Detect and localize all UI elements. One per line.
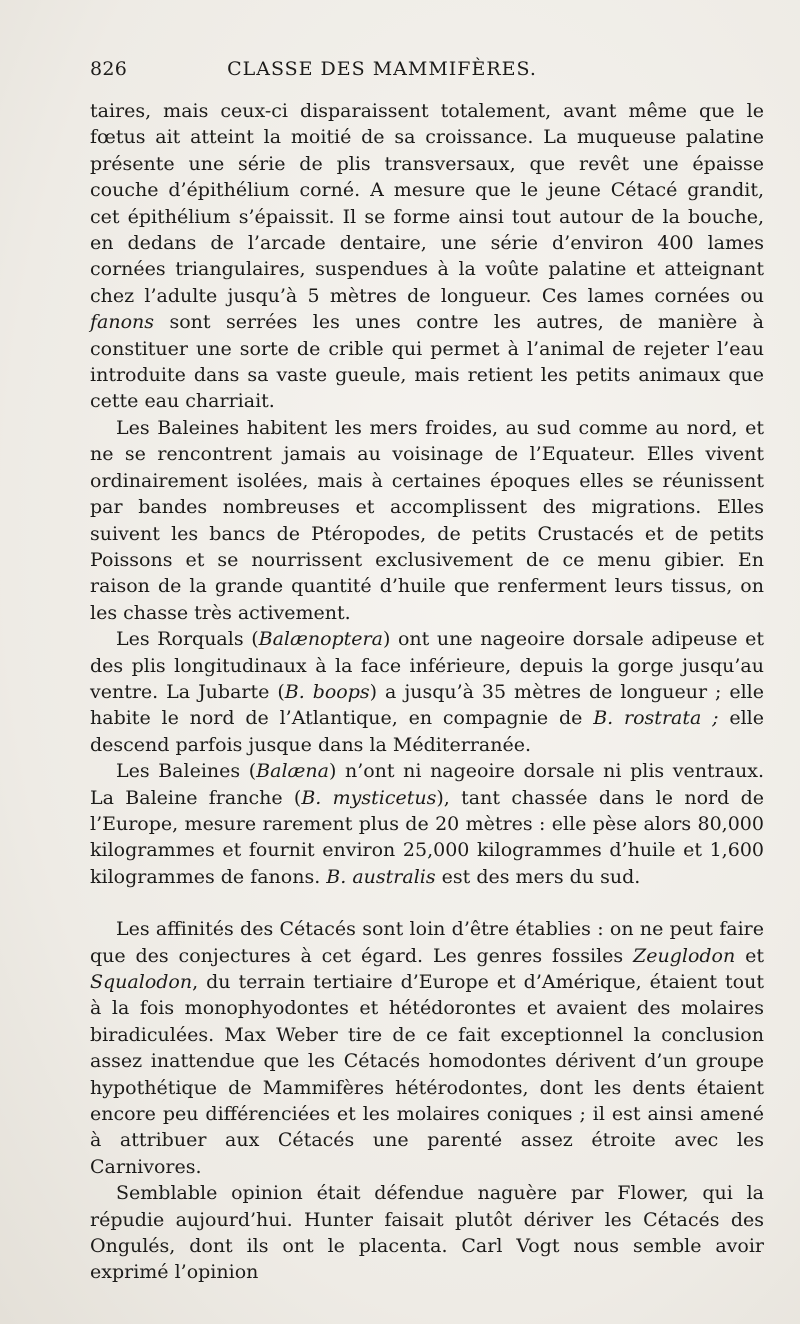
italic-term: B. mysticetus (301, 786, 437, 809)
text-run: Semblable opinion était défendue naguère par Flower, qui la répudie aujourd’hui. Hunter faisait plutôt dériver les Cétacés des Ongulés, dont ils ont le placenta. Carl Vogt nous semble avoir exprimé l’opinion (90, 1182, 764, 1284)
text-run: , du terrain tertiaire d’Europe et d’Amérique, étaient tout à la fois monophyodontes et hétédorontes et avaient des molaires biradiculées. Max Weber tire de ce fait exceptionnel la conclusion assez inattendue que les Cétacés homodontes dérivent d’un groupe hypothétique de Mammifères hétérodontes, dont les dents étaient encore peu différenciées et les molaires coniques ; il est ainsi amené à attribuer aux Cétacés une parenté assez étroite avec les Carnivores. (90, 971, 764, 1178)
text-run: ), tant chassée dans le nord de l’Europe, mesure rarement plus de 20 mètres : elle pèse alors 80,000 kilogrammes et fournit environ 25,000 kilogrammes d’huile et 1,600 kilogrammes de fanons. (90, 786, 764, 888)
text-run: elle descend parfois jusque dans la Méditerranée. (90, 707, 764, 756)
text-run: taires, mais ceux-ci disparaissent totalement, avant même que le fœtus ait atteint la moitié de sa croissance. La muqueuse palatine présente une série de plis transversaux, que revêt une épaisse couche d’épithélium corné. A mesure que le jeune Cétacé grandit, cet épithélium s’épaissit. Il se forme ainsi tout autour de la bouche, en dedans de l’arcade dentaire, une série d’environ 400 lames cornées triangulaires, suspendues à la voûte palatine et atteignant chez l’adulte jusqu’à 5 mètres de longueur. Ces lames cornées ou (90, 100, 764, 307)
section-break (90, 890, 764, 916)
italic-term: Squalodon (90, 971, 193, 993)
italic-term: fanons (90, 311, 155, 334)
italic-term: Balænoptera (258, 628, 383, 651)
paragraph (90, 1180, 764, 1286)
text-run: Les Rorquals ( (116, 628, 259, 651)
italic-term: B. australis (326, 865, 436, 888)
paragraph (90, 758, 764, 890)
paragraph (90, 916, 764, 1180)
paragraph (90, 98, 764, 415)
text-run: et (735, 944, 764, 967)
running-head (90, 58, 764, 98)
text-run: sont serrées les unes contre les autres, de manière à constituer une sorte de crible qui permet à l’animal de rejeter l’eau introduite dans sa vaste gueule, mais retient les petits animaux que cette eau charriait. (90, 311, 764, 413)
text-run: ) ont une nageoire dorsale adipeuse et des plis longitudinaux à la face inférieure, depuis la gorge jusqu’au ventre. La Jubarte ( (90, 628, 764, 703)
italic-term: B. boops (284, 680, 370, 703)
text-run: Les affinités des Cétacés sont loin d’être établies : on ne peut faire que des conjectures à cet égard. Les genres fossiles (90, 918, 764, 967)
text-run: Les Baleines ( (116, 760, 257, 783)
italic-term: Balæna (256, 760, 329, 783)
text-run: est des mers du sud. (435, 865, 641, 888)
paragraph (90, 415, 764, 626)
italic-term: Zeuglodon (633, 944, 736, 967)
running-title: CLASSE DES MAMMIFÈRES. (227, 58, 537, 80)
text-run: ) n’ont ni nageoire dorsale ni plis ventraux. La Baleine franche ( (90, 760, 764, 809)
italic-term: B. rostrata ; (593, 707, 719, 730)
text-run: Les Baleines habitent les mers froides, au sud comme au nord, et ne se rencontrent jamais au voisinage de l’Equateur. Elles vivent ordinairement isolées, mais à certaines époques elles se réunissent par bandes nombreuses et accomplissent des migrations. Elles suivent les bancs de Ptéropodes, de petits Crustacés et de petits Poissons et se nourrissent exclusivement de ce menu gibier. En raison de la grande quantité d’huile que renferment leurs tissus, on les chasse très activement. (90, 416, 764, 624)
body-text (90, 98, 764, 1286)
paragraph (90, 626, 764, 758)
text-run: ) a jusqu’à 35 mètres de longueur ; elle habite le nord de l’Atlantique, en compagnie de (90, 680, 765, 730)
page-number: 826 (90, 58, 128, 80)
